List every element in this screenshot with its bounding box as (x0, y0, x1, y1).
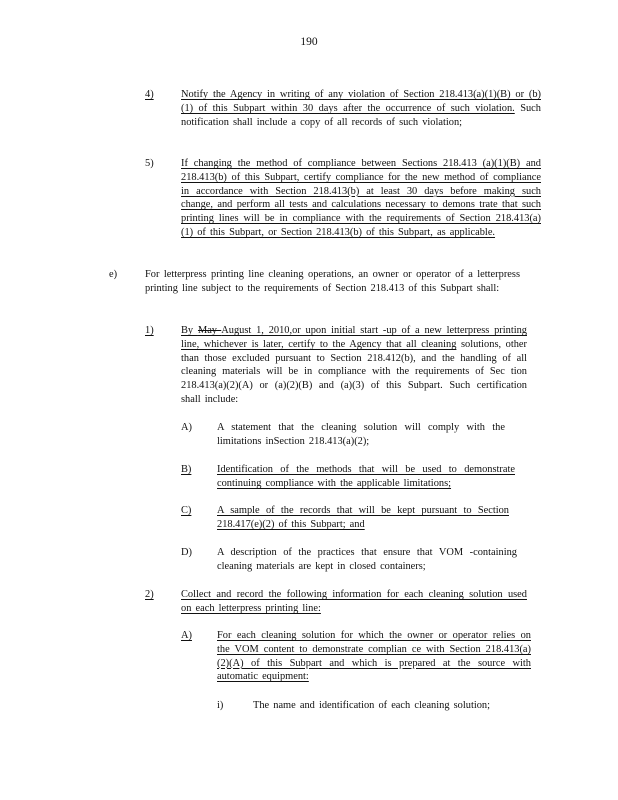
amended-text: Notify the Agency in writing of any violation of Section 218.413(a)(1)(B) or (b)(1) of this Subpart within 30 days after the occurrence of such violation. (181, 89, 541, 114)
item-label: A) (181, 630, 192, 641)
item-label: e) (109, 269, 118, 280)
amended-text: Collect and record the following information for each cleaning solution used on each letterpress printing line: (181, 589, 527, 614)
item-text (181, 88, 541, 129)
item-text-plain: solutions, other than those excluded pursuant to Section 218.412(b), and the handling of all cleaning materials will be in compliance with the requirements of Sec tion 218.413(a)(2)(A) or (a)(2)(B) and (a)(3) of this Subpart. Such certification shall include: (181, 338, 527, 405)
item-text: The name and identification of each cleaning solution; (253, 700, 490, 711)
item-label: 5) (145, 158, 154, 169)
amended-text: For each cleaning solution for which the owner or operator relies on the VOM content to demonstrate complian ce with Section 218.413(a)(2)(A) of this Subpart and which is prepared at the source with automatic equipment: (217, 630, 531, 683)
item-label: i) (217, 700, 224, 711)
item-text-plain: Such notification shall include a copy of all records of such violation; (181, 102, 541, 128)
item-text: A description of the practices that ensure that VOM -containing cleaning materials are kept in closed containers; (217, 547, 517, 572)
page-number: 190 (300, 36, 318, 48)
amended-text: If changing the method of compliance between Sections 218.413 (a)(1)(B) and 218.413(b) of this Subpart, certify compliance for the new method of compliance in accordance with Section 218.413(b) at least 30 days before making such change, and perform all tests and calculations necessary to demons trate that such printing lines will be in compliance with the requirements of Section 218.413(a)(1) of this Subpart, or Section 218.413(b) of this Subpart, as applicable. (181, 158, 541, 238)
item-label: B) (181, 464, 192, 475)
item-label: A) (181, 422, 192, 433)
item-label: 1) (145, 325, 154, 336)
item-text: A statement that the cleaning solution will comply with the limitations inSection 218.413(a)(2); (217, 422, 505, 447)
text-by: By (181, 325, 198, 336)
item-label: 4) (145, 89, 154, 100)
amended-text: A sample of the records that will be kept pursuant to Section 218.417(e)(2) of this Subpart; and (217, 505, 509, 530)
item-text: For letterpress printing line cleaning operations, an owner or operator of a letterpress printing line subject to the requirements of Section 218.413 of this Subpart shall: (145, 269, 520, 294)
struck-text: May (197, 325, 222, 336)
item-label: C) (181, 505, 192, 516)
item-text (181, 324, 527, 407)
amended-text: Identification of the methods that will be used to demonstrate continuing compliance with the applicable limitations; (217, 464, 515, 489)
item-label: 2) (145, 589, 154, 600)
underlined-text: August 1, 2010,or upon initial start -up of a new letterpress printing line, whichever is later, certify to the Agency that all cleaning (181, 325, 527, 350)
item-label: D) (181, 547, 192, 558)
